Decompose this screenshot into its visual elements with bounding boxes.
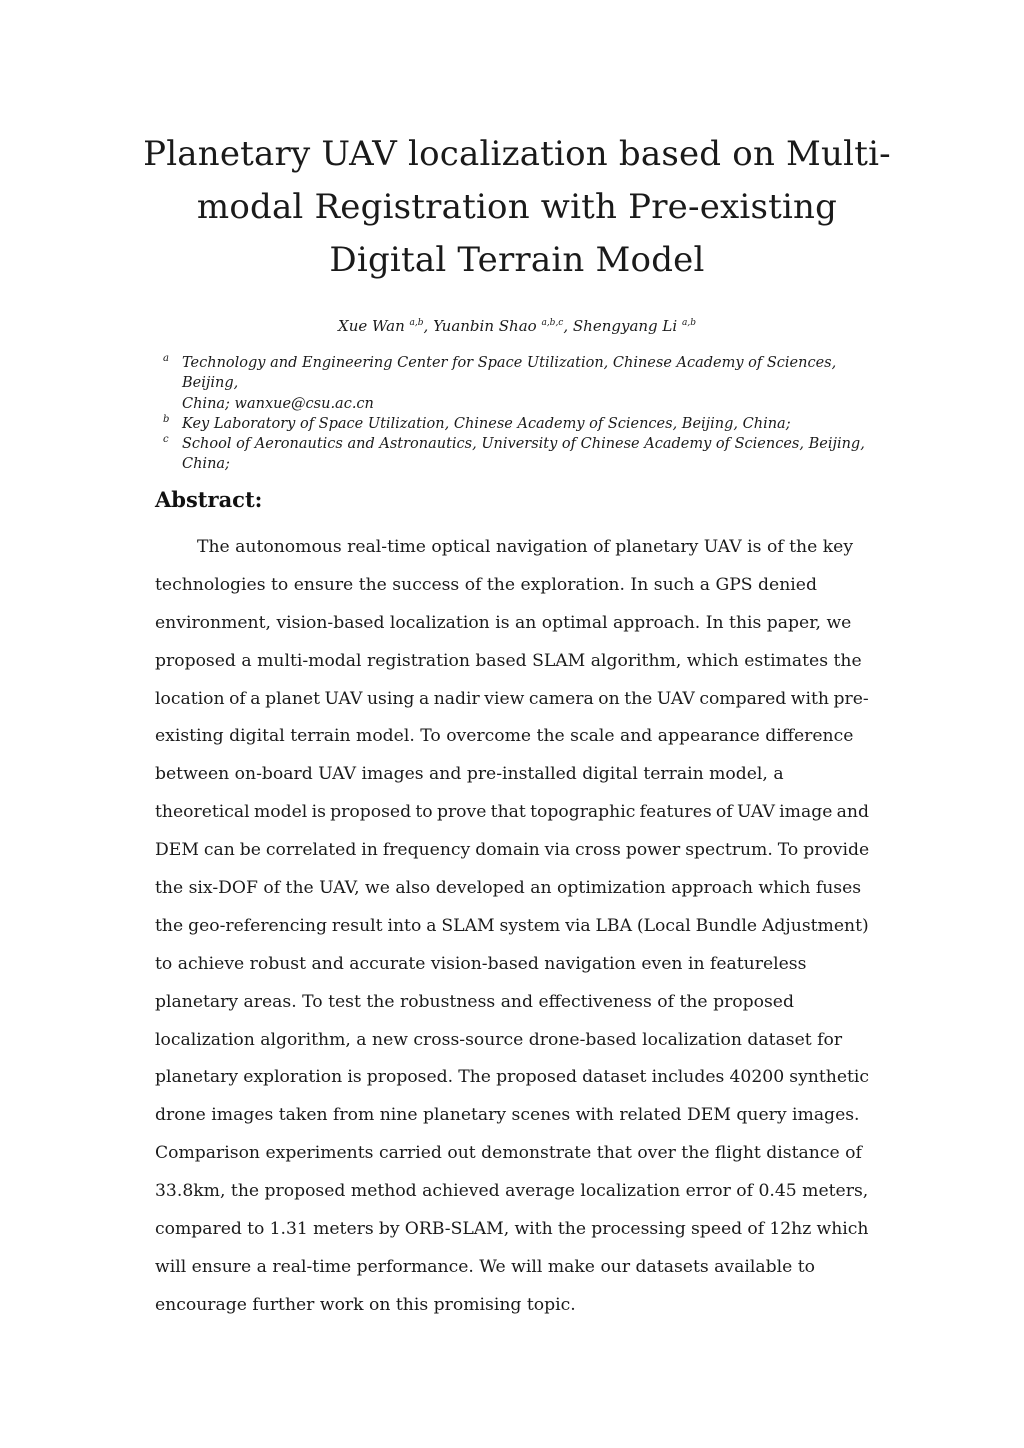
title-line: Planetary UAV localization based on Multi- <box>143 134 891 174</box>
abstract-line: technologies to ensure the success of the exploration. In such a GPS denied <box>155 574 817 595</box>
abstract-line: encourage further work on this promising topic. <box>155 1294 576 1315</box>
affiliation-item <box>162 414 882 434</box>
author-affiliation-marks: a,b <box>681 318 696 328</box>
abstract-line: between on-board UAV images and pre-installed digital terrain model, a <box>155 764 784 785</box>
affiliation-line: China; <box>182 456 230 473</box>
abstract-line: proposed a multi-modal registration based SLAM algorithm, which estimates the <box>155 650 862 671</box>
abstract-line: location of a planet UAV using a nadir view camera on the UAV compared with pre- <box>155 688 869 709</box>
affiliation-line: Technology and Engineering Center for Space Utilization, Chinese Academy of Sciences, Beijing, <box>182 355 837 392</box>
paper-title <box>130 128 904 287</box>
author-name: Yuanbin Shao <box>433 317 537 335</box>
abstract-line: compared to 1.31 meters by ORB-SLAM, with the processing speed of 12hz which <box>155 1219 869 1240</box>
abstract-line: localization algorithm, a new cross-source drone-based localization dataset for <box>155 1029 843 1050</box>
author-separator: , <box>423 317 434 335</box>
abstract-heading: Abstract: <box>155 487 263 512</box>
affiliation-line: China; wanxue@csu.ac.cn <box>182 395 374 412</box>
abstract-line: DEM can be correlated in frequency domain via cross power spectrum. To provide <box>155 840 870 861</box>
affiliation-line: School of Aeronautics and Astronautics, University of Chinese Academy of Sciences, Beijing, <box>182 436 865 453</box>
abstract-line: Comparison experiments carried out demonstrate that over the flight distance of <box>155 1143 862 1164</box>
affiliation-mark: c <box>163 434 169 446</box>
affiliation-item <box>162 353 882 414</box>
title-line: Digital Terrain Model <box>329 240 705 280</box>
affiliation-line: Key Laboratory of Space Utilization, Chinese Academy of Sciences, Beijing, China; <box>182 415 791 432</box>
abstract-line: planetary areas. To test the robustness and effectiveness of the proposed <box>155 991 794 1012</box>
affiliation-list <box>162 353 882 475</box>
abstract-line: The autonomous real-time optical navigation of planetary UAV is of the key <box>197 537 854 557</box>
abstract-line: the geo-referencing result into a SLAM system via LBA (Local Bundle Adjustment) <box>155 915 869 936</box>
author-list <box>0 312 1024 337</box>
abstract-line: the six-DOF of the UAV, we also developed an optimization approach which fuses <box>155 878 862 899</box>
affiliation-mark: a <box>163 353 169 364</box>
abstract-line: existing digital terrain model. To overcome the scale and appearance difference <box>155 726 854 747</box>
abstract-line: 33.8km, the proposed method achieved average localization error of 0.45 meters, <box>155 1181 869 1202</box>
abstract-line: planetary exploration is proposed. The proposed dataset includes 40200 synthetic <box>155 1067 870 1088</box>
abstract-line: will ensure a real-time performance. We will make our datasets available to <box>155 1256 815 1277</box>
abstract-line: theoretical model is proposed to prove that topographic features of UAV image and <box>155 802 869 823</box>
author-name: Shengyang Li <box>572 317 678 335</box>
abstract-line: to achieve robust and accurate vision-based navigation even in featureless <box>155 953 807 974</box>
author-separator: , <box>563 317 573 335</box>
affiliation-mark: b <box>163 413 170 425</box>
abstract-line: environment, vision-based localization is an optimal approach. In this paper, we <box>155 612 852 633</box>
abstract-body <box>155 529 869 1325</box>
title-line: modal Registration with Pre-existing <box>196 187 838 227</box>
abstract-line: drone images taken from nine planetary scenes with related DEM query images. <box>155 1105 860 1126</box>
author-affiliation-marks: a,b <box>409 318 424 328</box>
author-name: Xue Wan <box>338 317 405 335</box>
author-affiliation-marks: a,b,c <box>541 318 564 328</box>
affiliation-item <box>162 434 882 475</box>
